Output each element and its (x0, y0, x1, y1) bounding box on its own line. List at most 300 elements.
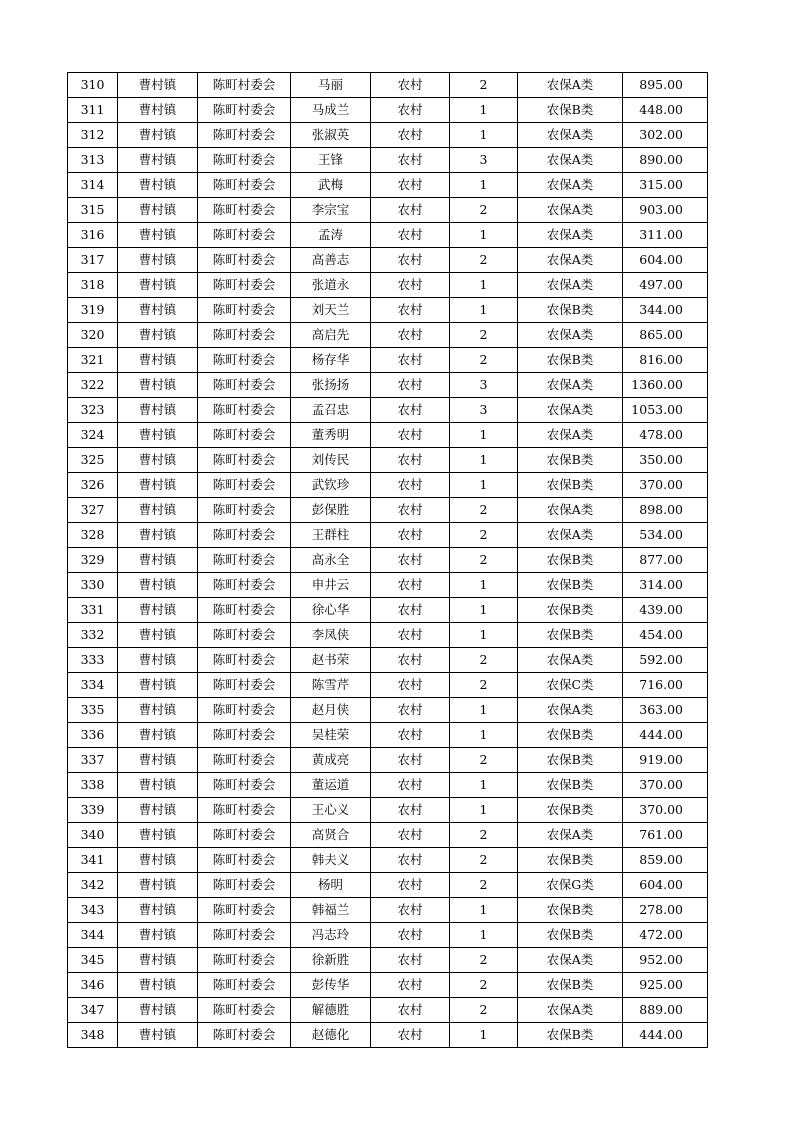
amount-cell: 370.00 (623, 798, 708, 823)
household-size-cell: 1 (450, 598, 518, 623)
row-number: 321 (68, 348, 118, 373)
name-cell: 黄成亮 (291, 748, 371, 773)
row-number: 347 (68, 998, 118, 1023)
table-row (68, 448, 708, 473)
row-number: 314 (68, 173, 118, 198)
village-committee-cell: 陈町村委会 (198, 848, 291, 873)
name-cell: 王心义 (291, 798, 371, 823)
table-row (68, 223, 708, 248)
area-type-cell: 农村 (371, 298, 450, 323)
village-committee-cell: 陈町村委会 (198, 373, 291, 398)
village-committee-cell: 陈町村委会 (198, 798, 291, 823)
insurance-category-cell: 农保A类 (518, 398, 623, 423)
village-committee-cell: 陈町村委会 (198, 923, 291, 948)
village-committee-cell: 陈町村委会 (198, 323, 291, 348)
area-type-cell: 农村 (371, 548, 450, 573)
table-row (68, 1023, 708, 1048)
row-number: 317 (68, 248, 118, 273)
row-number: 334 (68, 673, 118, 698)
insurance-category-cell: 农保A类 (518, 73, 623, 98)
amount-cell: 889.00 (623, 998, 708, 1023)
amount-cell: 363.00 (623, 698, 708, 723)
name-cell: 马成兰 (291, 98, 371, 123)
table-row (68, 248, 708, 273)
row-number: 322 (68, 373, 118, 398)
table-row (68, 173, 708, 198)
amount-cell: 444.00 (623, 1023, 708, 1048)
area-type-cell: 农村 (371, 1023, 450, 1048)
household-size-cell: 2 (450, 998, 518, 1023)
town-cell: 曹村镇 (118, 798, 198, 823)
town-cell: 曹村镇 (118, 723, 198, 748)
town-cell: 曹村镇 (118, 173, 198, 198)
row-number: 312 (68, 123, 118, 148)
name-cell: 武钦珍 (291, 473, 371, 498)
area-type-cell: 农村 (371, 98, 450, 123)
household-size-cell: 2 (450, 523, 518, 548)
village-committee-cell: 陈町村委会 (198, 1023, 291, 1048)
table-row (68, 348, 708, 373)
name-cell: 孟涛 (291, 223, 371, 248)
amount-cell: 311.00 (623, 223, 708, 248)
name-cell: 高善志 (291, 248, 371, 273)
insurance-category-cell: 农保B类 (518, 973, 623, 998)
table-row (68, 373, 708, 398)
row-number: 327 (68, 498, 118, 523)
village-committee-cell: 陈町村委会 (198, 73, 291, 98)
amount-cell: 592.00 (623, 648, 708, 673)
insurance-category-cell: 农保C类 (518, 673, 623, 698)
name-cell: 马丽 (291, 73, 371, 98)
area-type-cell: 农村 (371, 948, 450, 973)
town-cell: 曹村镇 (118, 748, 198, 773)
town-cell: 曹村镇 (118, 873, 198, 898)
row-number: 338 (68, 773, 118, 798)
insurance-category-cell: 农保A类 (518, 223, 623, 248)
table-row (68, 798, 708, 823)
town-cell: 曹村镇 (118, 548, 198, 573)
name-cell: 刘传民 (291, 448, 371, 473)
insurance-category-cell: 农保A类 (518, 498, 623, 523)
village-committee-cell: 陈町村委会 (198, 123, 291, 148)
village-committee-cell: 陈町村委会 (198, 98, 291, 123)
area-type-cell: 农村 (371, 473, 450, 498)
area-type-cell: 农村 (371, 723, 450, 748)
village-committee-cell: 陈町村委会 (198, 348, 291, 373)
area-type-cell: 农村 (371, 673, 450, 698)
table-row (68, 398, 708, 423)
household-size-cell: 1 (450, 123, 518, 148)
amount-cell: 497.00 (623, 273, 708, 298)
area-type-cell: 农村 (371, 748, 450, 773)
name-cell: 孟召忠 (291, 398, 371, 423)
name-cell: 赵德化 (291, 1023, 371, 1048)
town-cell: 曹村镇 (118, 1023, 198, 1048)
amount-cell: 454.00 (623, 623, 708, 648)
row-number: 333 (68, 648, 118, 673)
amount-cell: 919.00 (623, 748, 708, 773)
table-row (68, 698, 708, 723)
insurance-category-cell: 农保B类 (518, 723, 623, 748)
amount-cell: 444.00 (623, 723, 708, 748)
table-row (68, 948, 708, 973)
amount-cell: 314.00 (623, 573, 708, 598)
name-cell: 张道永 (291, 273, 371, 298)
household-size-cell: 1 (450, 448, 518, 473)
amount-cell: 903.00 (623, 198, 708, 223)
insurance-category-cell: 农保B类 (518, 473, 623, 498)
table-row (68, 473, 708, 498)
village-committee-cell: 陈町村委会 (198, 573, 291, 598)
name-cell: 张淑英 (291, 123, 371, 148)
table-row (68, 773, 708, 798)
name-cell: 高永全 (291, 548, 371, 573)
household-size-cell: 3 (450, 398, 518, 423)
village-committee-cell: 陈町村委会 (198, 723, 291, 748)
row-number: 340 (68, 823, 118, 848)
village-committee-cell: 陈町村委会 (198, 223, 291, 248)
household-size-cell: 3 (450, 148, 518, 173)
town-cell: 曹村镇 (118, 773, 198, 798)
household-size-cell: 1 (450, 1023, 518, 1048)
amount-cell: 877.00 (623, 548, 708, 573)
insurance-category-cell: 农保B类 (518, 1023, 623, 1048)
name-cell: 李凤侠 (291, 623, 371, 648)
town-cell: 曹村镇 (118, 398, 198, 423)
village-committee-cell: 陈町村委会 (198, 698, 291, 723)
insurance-category-cell: 农保A类 (518, 948, 623, 973)
village-committee-cell: 陈町村委会 (198, 173, 291, 198)
village-committee-cell: 陈町村委会 (198, 873, 291, 898)
town-cell: 曹村镇 (118, 73, 198, 98)
household-size-cell: 1 (450, 223, 518, 248)
row-number: 331 (68, 598, 118, 623)
row-number: 339 (68, 798, 118, 823)
area-type-cell: 农村 (371, 648, 450, 673)
town-cell: 曹村镇 (118, 648, 198, 673)
insurance-category-cell: 农保A类 (518, 648, 623, 673)
table-row (68, 998, 708, 1023)
insurance-category-cell: 农保B类 (518, 348, 623, 373)
table-row (68, 273, 708, 298)
town-cell: 曹村镇 (118, 923, 198, 948)
village-committee-cell: 陈町村委会 (198, 398, 291, 423)
household-size-cell: 2 (450, 648, 518, 673)
amount-cell: 315.00 (623, 173, 708, 198)
household-size-cell: 1 (450, 923, 518, 948)
name-cell: 李宗宝 (291, 198, 371, 223)
household-size-cell: 2 (450, 973, 518, 998)
row-number: 313 (68, 148, 118, 173)
area-type-cell: 农村 (371, 273, 450, 298)
insurance-category-cell: 农保A类 (518, 823, 623, 848)
village-committee-cell: 陈町村委会 (198, 948, 291, 973)
insurance-category-cell: 农保B类 (518, 773, 623, 798)
town-cell: 曹村镇 (118, 248, 198, 273)
name-cell: 冯志玲 (291, 923, 371, 948)
household-size-cell: 1 (450, 473, 518, 498)
name-cell: 徐新胜 (291, 948, 371, 973)
town-cell: 曹村镇 (118, 123, 198, 148)
table-row (68, 423, 708, 448)
village-committee-cell: 陈町村委会 (198, 148, 291, 173)
amount-cell: 370.00 (623, 773, 708, 798)
table-row (68, 123, 708, 148)
benefit-roster-table (67, 72, 708, 1048)
table-row (68, 73, 708, 98)
insurance-category-cell: 农保A类 (518, 148, 623, 173)
table-row (68, 548, 708, 573)
household-size-cell: 2 (450, 873, 518, 898)
name-cell: 赵书荣 (291, 648, 371, 673)
amount-cell: 816.00 (623, 348, 708, 373)
village-committee-cell: 陈町村委会 (198, 423, 291, 448)
name-cell: 高贤合 (291, 823, 371, 848)
village-committee-cell: 陈町村委会 (198, 198, 291, 223)
name-cell: 武梅 (291, 173, 371, 198)
household-size-cell: 1 (450, 623, 518, 648)
amount-cell: 716.00 (623, 673, 708, 698)
household-size-cell: 2 (450, 248, 518, 273)
table-body (68, 73, 708, 1048)
row-number: 341 (68, 848, 118, 873)
village-committee-cell: 陈町村委会 (198, 523, 291, 548)
name-cell: 赵月侠 (291, 698, 371, 723)
row-number: 342 (68, 873, 118, 898)
amount-cell: 1360.00 (623, 373, 708, 398)
town-cell: 曹村镇 (118, 573, 198, 598)
area-type-cell: 农村 (371, 873, 450, 898)
town-cell: 曹村镇 (118, 598, 198, 623)
town-cell: 曹村镇 (118, 298, 198, 323)
name-cell: 刘天兰 (291, 298, 371, 323)
table-row (68, 923, 708, 948)
area-type-cell: 农村 (371, 698, 450, 723)
row-number: 319 (68, 298, 118, 323)
row-number: 311 (68, 98, 118, 123)
table-row (68, 848, 708, 873)
name-cell: 解德胜 (291, 998, 371, 1023)
insurance-category-cell: 农保B类 (518, 898, 623, 923)
row-number: 345 (68, 948, 118, 973)
amount-cell: 952.00 (623, 948, 708, 973)
town-cell: 曹村镇 (118, 323, 198, 348)
amount-cell: 1053.00 (623, 398, 708, 423)
insurance-category-cell: 农保B类 (518, 623, 623, 648)
insurance-category-cell: 农保B类 (518, 298, 623, 323)
table-row (68, 973, 708, 998)
amount-cell: 350.00 (623, 448, 708, 473)
area-type-cell: 农村 (371, 173, 450, 198)
table-row (68, 748, 708, 773)
table-row (68, 523, 708, 548)
name-cell: 吴桂荣 (291, 723, 371, 748)
area-type-cell: 农村 (371, 498, 450, 523)
area-type-cell: 农村 (371, 598, 450, 623)
household-size-cell: 1 (450, 898, 518, 923)
village-committee-cell: 陈町村委会 (198, 673, 291, 698)
village-committee-cell: 陈町村委会 (198, 298, 291, 323)
insurance-category-cell: 农保A类 (518, 373, 623, 398)
table-row (68, 198, 708, 223)
insurance-category-cell: 农保A类 (518, 248, 623, 273)
area-type-cell: 农村 (371, 323, 450, 348)
table-row (68, 623, 708, 648)
village-committee-cell: 陈町村委会 (198, 998, 291, 1023)
row-number: 330 (68, 573, 118, 598)
household-size-cell: 1 (450, 273, 518, 298)
area-type-cell: 农村 (371, 223, 450, 248)
row-number: 348 (68, 1023, 118, 1048)
amount-cell: 604.00 (623, 873, 708, 898)
name-cell: 申井云 (291, 573, 371, 598)
town-cell: 曹村镇 (118, 498, 198, 523)
table-row (68, 723, 708, 748)
amount-cell: 278.00 (623, 898, 708, 923)
amount-cell: 302.00 (623, 123, 708, 148)
row-number: 344 (68, 923, 118, 948)
table-row (68, 298, 708, 323)
area-type-cell: 农村 (371, 923, 450, 948)
name-cell: 董秀明 (291, 423, 371, 448)
village-committee-cell: 陈町村委会 (198, 598, 291, 623)
insurance-category-cell: 农保B类 (518, 573, 623, 598)
village-committee-cell: 陈町村委会 (198, 448, 291, 473)
area-type-cell: 农村 (371, 123, 450, 148)
insurance-category-cell: 农保B类 (518, 448, 623, 473)
area-type-cell: 农村 (371, 148, 450, 173)
area-type-cell: 农村 (371, 73, 450, 98)
table-row (68, 673, 708, 698)
town-cell: 曹村镇 (118, 198, 198, 223)
insurance-category-cell: 农保G类 (518, 873, 623, 898)
village-committee-cell: 陈町村委会 (198, 498, 291, 523)
town-cell: 曹村镇 (118, 848, 198, 873)
area-type-cell: 农村 (371, 423, 450, 448)
name-cell: 王群柱 (291, 523, 371, 548)
town-cell: 曹村镇 (118, 273, 198, 298)
town-cell: 曹村镇 (118, 473, 198, 498)
name-cell: 高启先 (291, 323, 371, 348)
town-cell: 曹村镇 (118, 348, 198, 373)
row-number: 329 (68, 548, 118, 573)
town-cell: 曹村镇 (118, 448, 198, 473)
table-row (68, 498, 708, 523)
amount-cell: 534.00 (623, 523, 708, 548)
amount-cell: 925.00 (623, 973, 708, 998)
household-size-cell: 1 (450, 573, 518, 598)
insurance-category-cell: 农保B类 (518, 748, 623, 773)
household-size-cell: 3 (450, 373, 518, 398)
insurance-category-cell: 农保A类 (518, 273, 623, 298)
amount-cell: 898.00 (623, 498, 708, 523)
household-size-cell: 2 (450, 673, 518, 698)
town-cell: 曹村镇 (118, 948, 198, 973)
area-type-cell: 农村 (371, 798, 450, 823)
row-number: 328 (68, 523, 118, 548)
village-committee-cell: 陈町村委会 (198, 548, 291, 573)
table-row (68, 148, 708, 173)
household-size-cell: 1 (450, 723, 518, 748)
insurance-category-cell: 农保A类 (518, 998, 623, 1023)
insurance-category-cell: 农保B类 (518, 923, 623, 948)
household-size-cell: 2 (450, 498, 518, 523)
amount-cell: 859.00 (623, 848, 708, 873)
table-row (68, 598, 708, 623)
town-cell: 曹村镇 (118, 98, 198, 123)
village-committee-cell: 陈町村委会 (198, 973, 291, 998)
area-type-cell: 农村 (371, 348, 450, 373)
insurance-category-cell: 农保A类 (518, 698, 623, 723)
name-cell: 董运道 (291, 773, 371, 798)
row-number: 318 (68, 273, 118, 298)
area-type-cell: 农村 (371, 898, 450, 923)
name-cell: 彭传华 (291, 973, 371, 998)
household-size-cell: 2 (450, 848, 518, 873)
household-size-cell: 1 (450, 173, 518, 198)
town-cell: 曹村镇 (118, 623, 198, 648)
household-size-cell: 2 (450, 348, 518, 373)
row-number: 310 (68, 73, 118, 98)
amount-cell: 895.00 (623, 73, 708, 98)
table-row (68, 323, 708, 348)
household-size-cell: 2 (450, 748, 518, 773)
village-committee-cell: 陈町村委会 (198, 473, 291, 498)
village-committee-cell: 陈町村委会 (198, 823, 291, 848)
row-number: 320 (68, 323, 118, 348)
town-cell: 曹村镇 (118, 698, 198, 723)
area-type-cell: 农村 (371, 998, 450, 1023)
amount-cell: 448.00 (623, 98, 708, 123)
household-size-cell: 2 (450, 823, 518, 848)
town-cell: 曹村镇 (118, 898, 198, 923)
village-committee-cell: 陈町村委会 (198, 898, 291, 923)
name-cell: 王锋 (291, 148, 371, 173)
insurance-category-cell: 农保B类 (518, 98, 623, 123)
village-committee-cell: 陈町村委会 (198, 648, 291, 673)
household-size-cell: 1 (450, 698, 518, 723)
area-type-cell: 农村 (371, 448, 450, 473)
town-cell: 曹村镇 (118, 523, 198, 548)
household-size-cell: 2 (450, 948, 518, 973)
household-size-cell: 1 (450, 798, 518, 823)
household-size-cell: 1 (450, 773, 518, 798)
row-number: 315 (68, 198, 118, 223)
insurance-category-cell: 农保A类 (518, 123, 623, 148)
area-type-cell: 农村 (371, 973, 450, 998)
amount-cell: 370.00 (623, 473, 708, 498)
town-cell: 曹村镇 (118, 423, 198, 448)
name-cell: 陈雪芹 (291, 673, 371, 698)
row-number: 332 (68, 623, 118, 648)
town-cell: 曹村镇 (118, 373, 198, 398)
amount-cell: 439.00 (623, 598, 708, 623)
insurance-category-cell: 农保A类 (518, 198, 623, 223)
amount-cell: 478.00 (623, 423, 708, 448)
name-cell: 张扬扬 (291, 373, 371, 398)
row-number: 343 (68, 898, 118, 923)
town-cell: 曹村镇 (118, 973, 198, 998)
table-row (68, 648, 708, 673)
insurance-category-cell: 农保B类 (518, 798, 623, 823)
area-type-cell: 农村 (371, 848, 450, 873)
insurance-category-cell: 农保B类 (518, 598, 623, 623)
household-size-cell: 2 (450, 548, 518, 573)
insurance-category-cell: 农保A类 (518, 173, 623, 198)
name-cell: 杨明 (291, 873, 371, 898)
name-cell: 杨存华 (291, 348, 371, 373)
name-cell: 彭保胜 (291, 498, 371, 523)
